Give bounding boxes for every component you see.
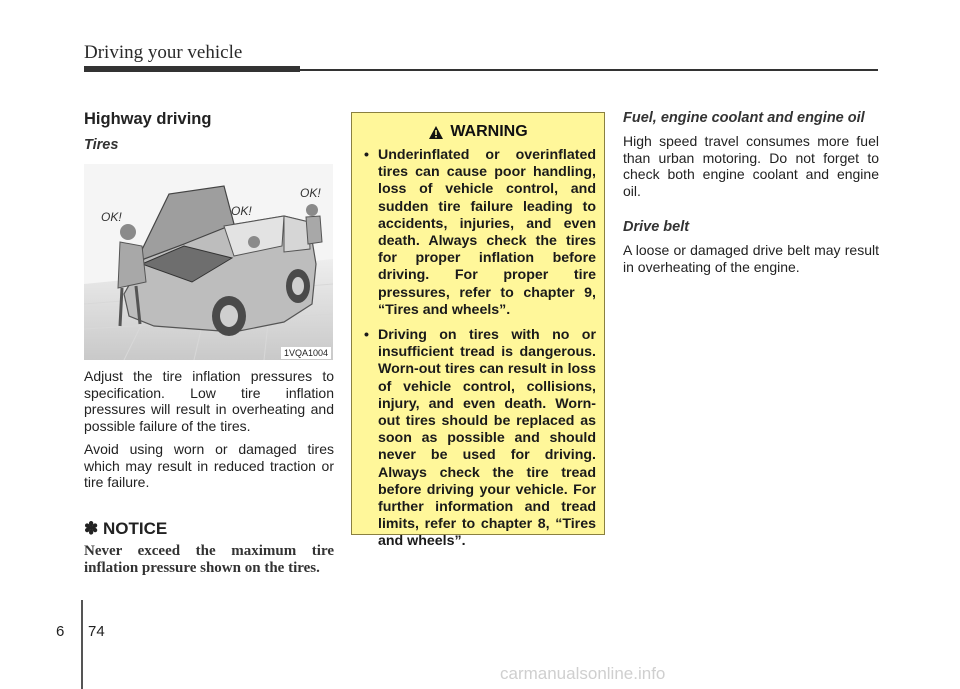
warning-list [352, 147, 604, 551]
header-title: Driving your vehicle [84, 42, 243, 63]
tire-check-illustration [84, 164, 333, 360]
subheading-drive-belt: Drive belt [623, 219, 690, 235]
left-column [84, 110, 334, 578]
bullet: • [364, 147, 369, 163]
car-inspection-drawing [84, 164, 333, 360]
header-rule-thin [300, 69, 878, 71]
subheading-fuel: Fuel, engine coolant and engine oil [623, 110, 865, 126]
warning-box [351, 112, 605, 550]
fuel-paragraph: High speed travel consumes more fuel than urban motoring. Do not forget to check both engine coolant and engine oil. [623, 133, 879, 199]
bullet: • [364, 327, 369, 344]
ok-label: OK! [231, 204, 252, 218]
drive-belt-paragraph: A loose or damaged drive belt may result in overheating of the engine. [623, 242, 879, 275]
ok-label: OK! [300, 186, 321, 200]
ok-label: OK! [101, 210, 122, 224]
section-heading-highway: Highway driving [84, 110, 212, 128]
right-column [623, 110, 879, 282]
warning-title: WARNING [450, 123, 528, 140]
watermark: carmanualsonline.info [500, 664, 666, 683]
warning-item [364, 327, 596, 551]
worn-tires-paragraph: Avoid using worn or damaged tires which may result in reduced traction or tire failure. [84, 441, 334, 490]
notice-title: ✽ NOTICE [84, 518, 168, 538]
warning-item-text: Underinflated or overinflated tires can cause poor handling, loss of vehicle control, and sudden tire failure leading to accidents, injuries, and even death. Always check the tires for proper inflation before driving. For proper tire pressures, refer to chapter 9, “Tires and wheels”. [378, 147, 596, 318]
warning-item-text: Driving on tires with no or insufficient tread is dangerous. Worn-out tires can result in loss of vehicle control, collisions, injury, and even death. Worn-out tires should be replaced as soon as possible and should never be used for driving. Always check the tire tread before driving your vehicle. For further information and tread limits, refer to chapter 8, “Tires and wheels”. [378, 327, 596, 550]
figure-code: 1VQA1004 [281, 347, 331, 359]
chapter-number: 6 [56, 623, 65, 640]
page-number: 74 [88, 623, 105, 640]
notice-text: Never exceed the maximum tire inflation pressure shown on the tires. [84, 542, 334, 576]
subheading-tires: Tires [84, 137, 119, 153]
warning-item [364, 147, 596, 319]
header-rule-thick [84, 66, 300, 72]
tire-pressure-paragraph: Adjust the tire inflation pressures to specification. Low tire inflation pressures will result in overheating and possible failure of the tires. [84, 368, 334, 434]
footer-rule [81, 600, 83, 689]
warning-triangle-icon [428, 125, 444, 140]
warning-header [352, 123, 604, 141]
